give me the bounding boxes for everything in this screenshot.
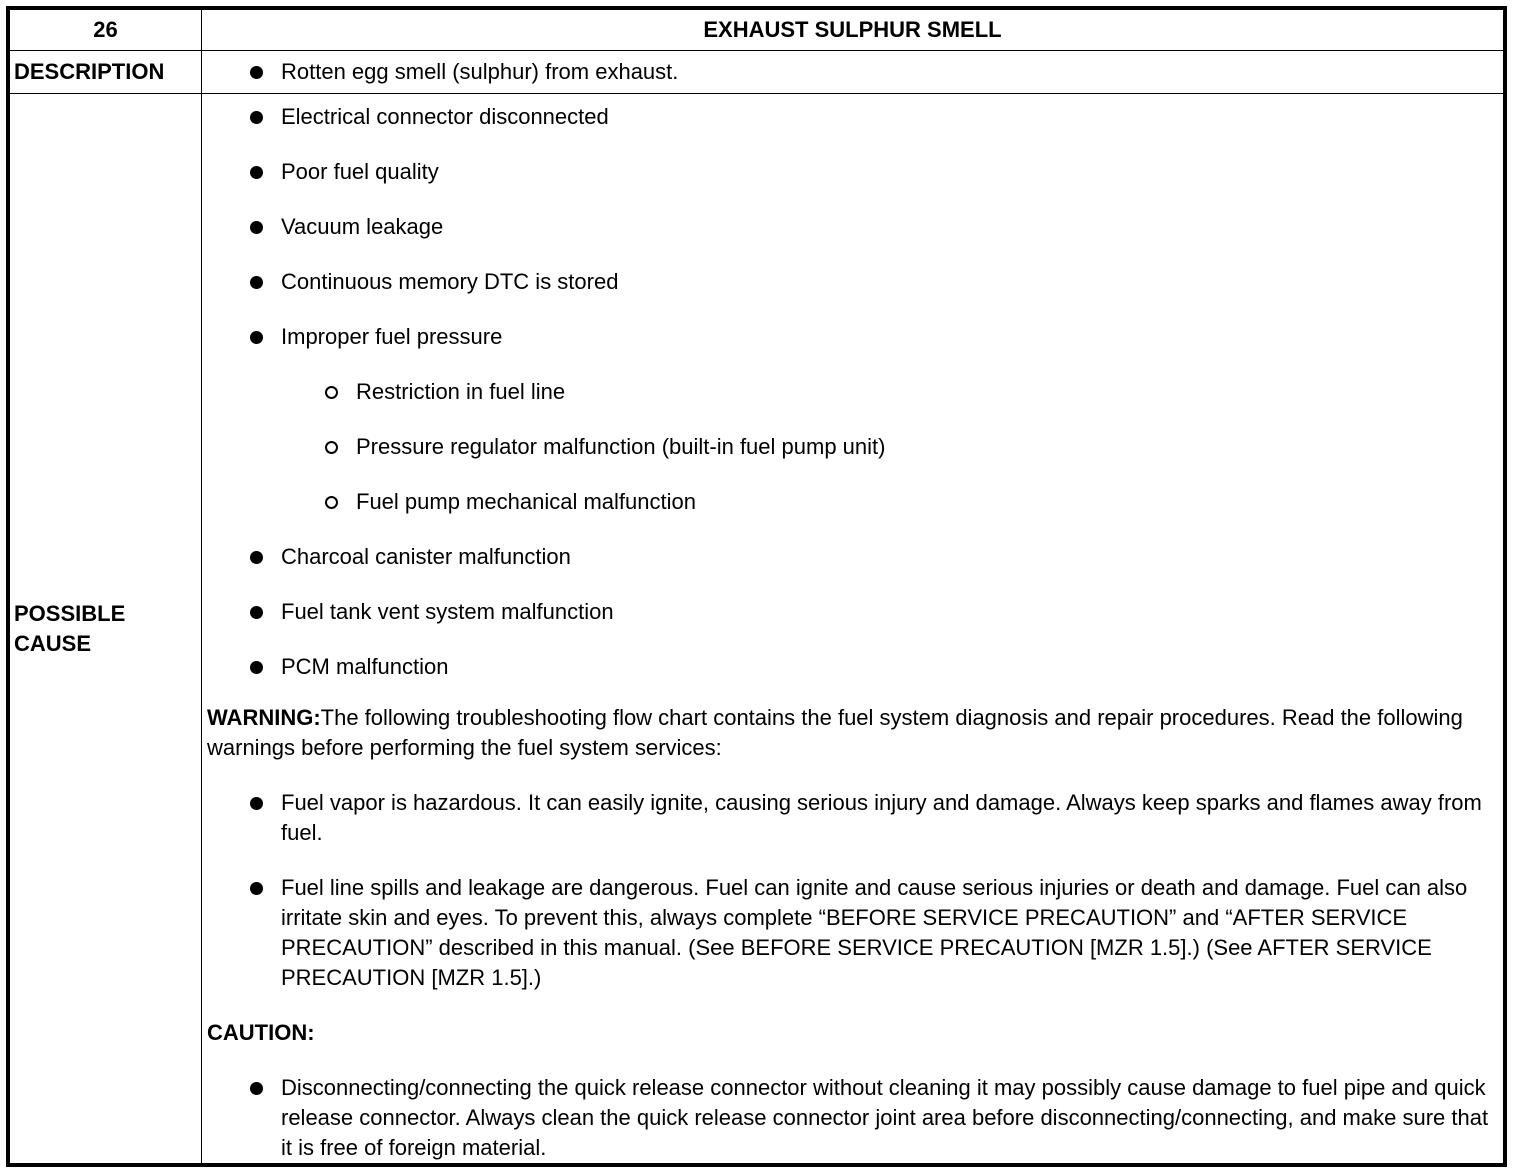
cause-item: Charcoal canister malfunction [207, 542, 1495, 572]
bullet-icon [250, 221, 263, 234]
troubleshooting-table [6, 6, 1507, 1167]
warning-list [207, 788, 1495, 993]
description-item: Rotten egg smell (sulphur) from exhaust. [207, 57, 1495, 87]
bullet-icon [250, 66, 263, 79]
possible-cause-content [202, 94, 1504, 1164]
bullet-icon [250, 111, 263, 124]
bullet-icon [250, 606, 263, 619]
bullet-icon [250, 882, 263, 895]
description-label: DESCRIPTION [10, 51, 202, 94]
cause-subitem: Pressure regulator malfunction (built-in fuel pump unit) [207, 432, 1495, 462]
description-list [207, 57, 1495, 87]
cause-item: Fuel tank vent system malfunction [207, 597, 1495, 627]
symptom-number: 26 [10, 10, 202, 51]
possible-cause-label: POSSIBLE CAUSE [10, 94, 202, 1164]
sub-bullet-icon [325, 441, 338, 454]
cause-item: Poor fuel quality [207, 157, 1495, 187]
sub-bullet-icon [325, 496, 338, 509]
bullet-icon [250, 276, 263, 289]
warning-text: The following troubleshooting flow chart contains the fuel system diagnosis and repair procedures. Read the following warnings before performing the fuel system services: [207, 705, 1463, 760]
bullet-icon [250, 551, 263, 564]
cause-subitem: Restriction in fuel line [207, 377, 1495, 407]
cause-subitem: Fuel pump mechanical malfunction [207, 487, 1495, 517]
caution-label: CAUTION: [207, 1020, 315, 1045]
bullet-icon [250, 661, 263, 674]
bullet-icon [250, 1082, 263, 1095]
warning-item: Fuel vapor is hazardous. It can easily ignite, causing serious injury and damage. Always keep sparks and flames away from fuel. [207, 788, 1495, 848]
cause-item: Vacuum leakage [207, 212, 1495, 242]
bullet-icon [250, 331, 263, 344]
cause-item: PCM malfunction [207, 652, 1495, 682]
cause-item: Improper fuel pressure [207, 322, 1495, 352]
bullet-icon [250, 166, 263, 179]
warning-paragraph [207, 703, 1495, 763]
caution-item: Disconnecting/connecting the quick release connector without cleaning it may possibly cause damage to fuel pipe and quick release connector. Always clean the quick release connector joint area before disconnecting/connecting, and make sure that it is free of foreign material. [207, 1073, 1495, 1163]
sub-bullet-icon [325, 386, 338, 399]
description-row [10, 51, 1504, 94]
header-row [10, 10, 1504, 51]
cause-item: Electrical connector disconnected [207, 102, 1495, 132]
possible-cause-row [10, 94, 1504, 1164]
cause-list [207, 94, 1495, 682]
caution-list [207, 1073, 1495, 1163]
symptom-title: EXHAUST SULPHUR SMELL [202, 10, 1504, 51]
warning-label: WARNING: [207, 705, 321, 730]
warning-item: Fuel line spills and leakage are dangerous. Fuel can ignite and cause serious injuries or death and damage. Fuel can also irritate skin and eyes. To prevent this, always complete “BEFORE SERVICE PRECAUTION” and “AFTER SERVICE PRECAUTION” described in this manual. (See BEFORE SERVICE PRECAUTION [MZR 1.5].) (See AFTER SERVICE PRECAUTION [MZR 1.5].) [207, 873, 1495, 993]
bullet-icon [250, 797, 263, 810]
cause-item: Continuous memory DTC is stored [207, 267, 1495, 297]
